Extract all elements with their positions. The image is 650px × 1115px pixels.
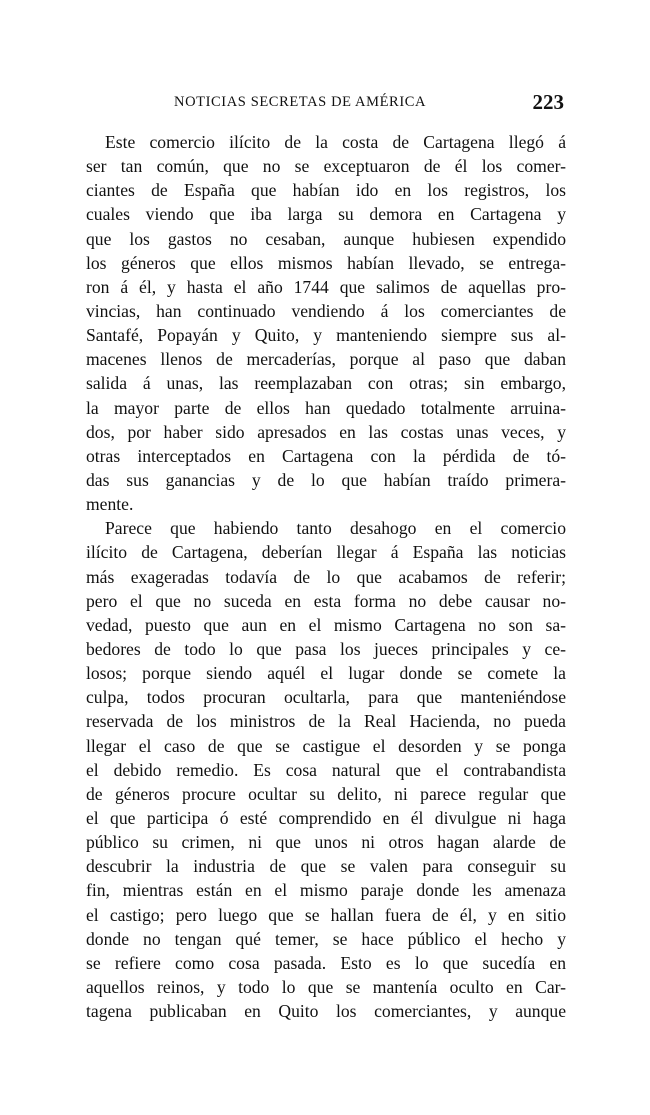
text-line: reservada de los ministros de la Real Hacienda, no pueda: [86, 711, 566, 732]
text-line: Parece que habiendo tanto desahogo en el comercio: [105, 518, 566, 539]
text-line: losos; porque siendo aquél el lugar donde se comete la: [86, 663, 566, 684]
text-line: das sus ganancias y de lo que habían traído primera-: [86, 469, 566, 490]
text-line: Este comercio ilícito de la costa de Cartagena llegó á: [105, 132, 566, 152]
page-header: [86, 92, 566, 116]
text-line: el castigo; pero luego que se hallan fuera de él, y en sitio: [86, 904, 566, 925]
text-line: Santafé, Popayán y Quito, y manteniendo siempre sus al-: [86, 325, 566, 346]
text-line: ser tan común, que no se exceptuaron de él los comer-: [86, 156, 566, 177]
text-line: la mayor parte de ellos han quedado totalmente arruina-: [86, 397, 566, 418]
text-line: descubrir la industria de que se valen para conseguir su: [86, 856, 566, 877]
text-line: salida á unas, las reemplazaban con otras; sin embargo,: [86, 373, 566, 394]
body-text: [86, 130, 566, 1023]
text-line: culpa, todos procuran ocultarla, para que manteniéndose: [86, 687, 566, 708]
page-number: 223: [532, 90, 564, 114]
text-line: macenes llenos de mercaderías, porque al paso que daban: [86, 349, 566, 370]
text-line: donde no tengan qué temer, se hace público el hecho y: [86, 928, 566, 949]
text-line: mente.: [86, 494, 134, 515]
text-line: cuales viendo que iba larga su demora en Cartagena y: [86, 204, 566, 225]
text-line: bedores de todo lo que pasa los jueces principales y ce-: [86, 638, 566, 659]
text-line: otras interceptados en Cartagena con la pérdida de tó-: [86, 445, 566, 466]
text-line: el que participa ó esté comprendido en él divulgue ni haga: [86, 807, 566, 828]
text-line: público su crimen, ni que unos ni otros hagan alarde de: [86, 832, 566, 853]
text-line: los géneros que ellos mismos habían llevado, se entrega-: [86, 252, 566, 273]
text-line: vedad, puesto que aun en el mismo Cartagena no son sa-: [86, 614, 566, 635]
text-line: el debido remedio. Es cosa natural que el contrabandista: [86, 759, 566, 780]
text-line: más exageradas todavía de lo que acabamos de referir;: [86, 566, 566, 587]
text-line: vincias, han continuado vendiendo á los comerciantes de: [86, 300, 566, 321]
text-line: ciantes de España que habían ido en los registros, los: [86, 180, 566, 201]
running-head: NOTICIAS SECRETAS DE AMÉRICA: [174, 94, 427, 110]
text-line: fin, mientras están en el mismo paraje donde les amenaza: [86, 880, 566, 901]
text-line: pero el que no suceda en esta forma no debe causar no-: [86, 590, 566, 611]
text-line: se refiere como cosa pasada. Esto es lo que sucedía en: [86, 952, 566, 973]
text-line: llegar el caso de que se castigue el desorden y se ponga: [86, 735, 566, 756]
text-line: de géneros procure ocultar su delito, ni parece regular que: [86, 783, 566, 804]
text-line: tagena publicaban en Quito los comerciantes, y aunque: [86, 1001, 566, 1022]
text-line: ilícito de Cartagena, deberían llegar á España las noticias: [86, 542, 566, 563]
text-line: dos, por haber sido apresados en las costas unas veces, y: [86, 421, 566, 442]
text-line: aquellos reinos, y todo lo que se mantenía oculto en Car-: [86, 976, 566, 997]
text-line: ron á él, y hasta el año 1744 que salimos de aquellas pro-: [86, 276, 566, 297]
text-line: que los gastos no cesaban, aunque hubiesen expendido: [86, 228, 566, 249]
